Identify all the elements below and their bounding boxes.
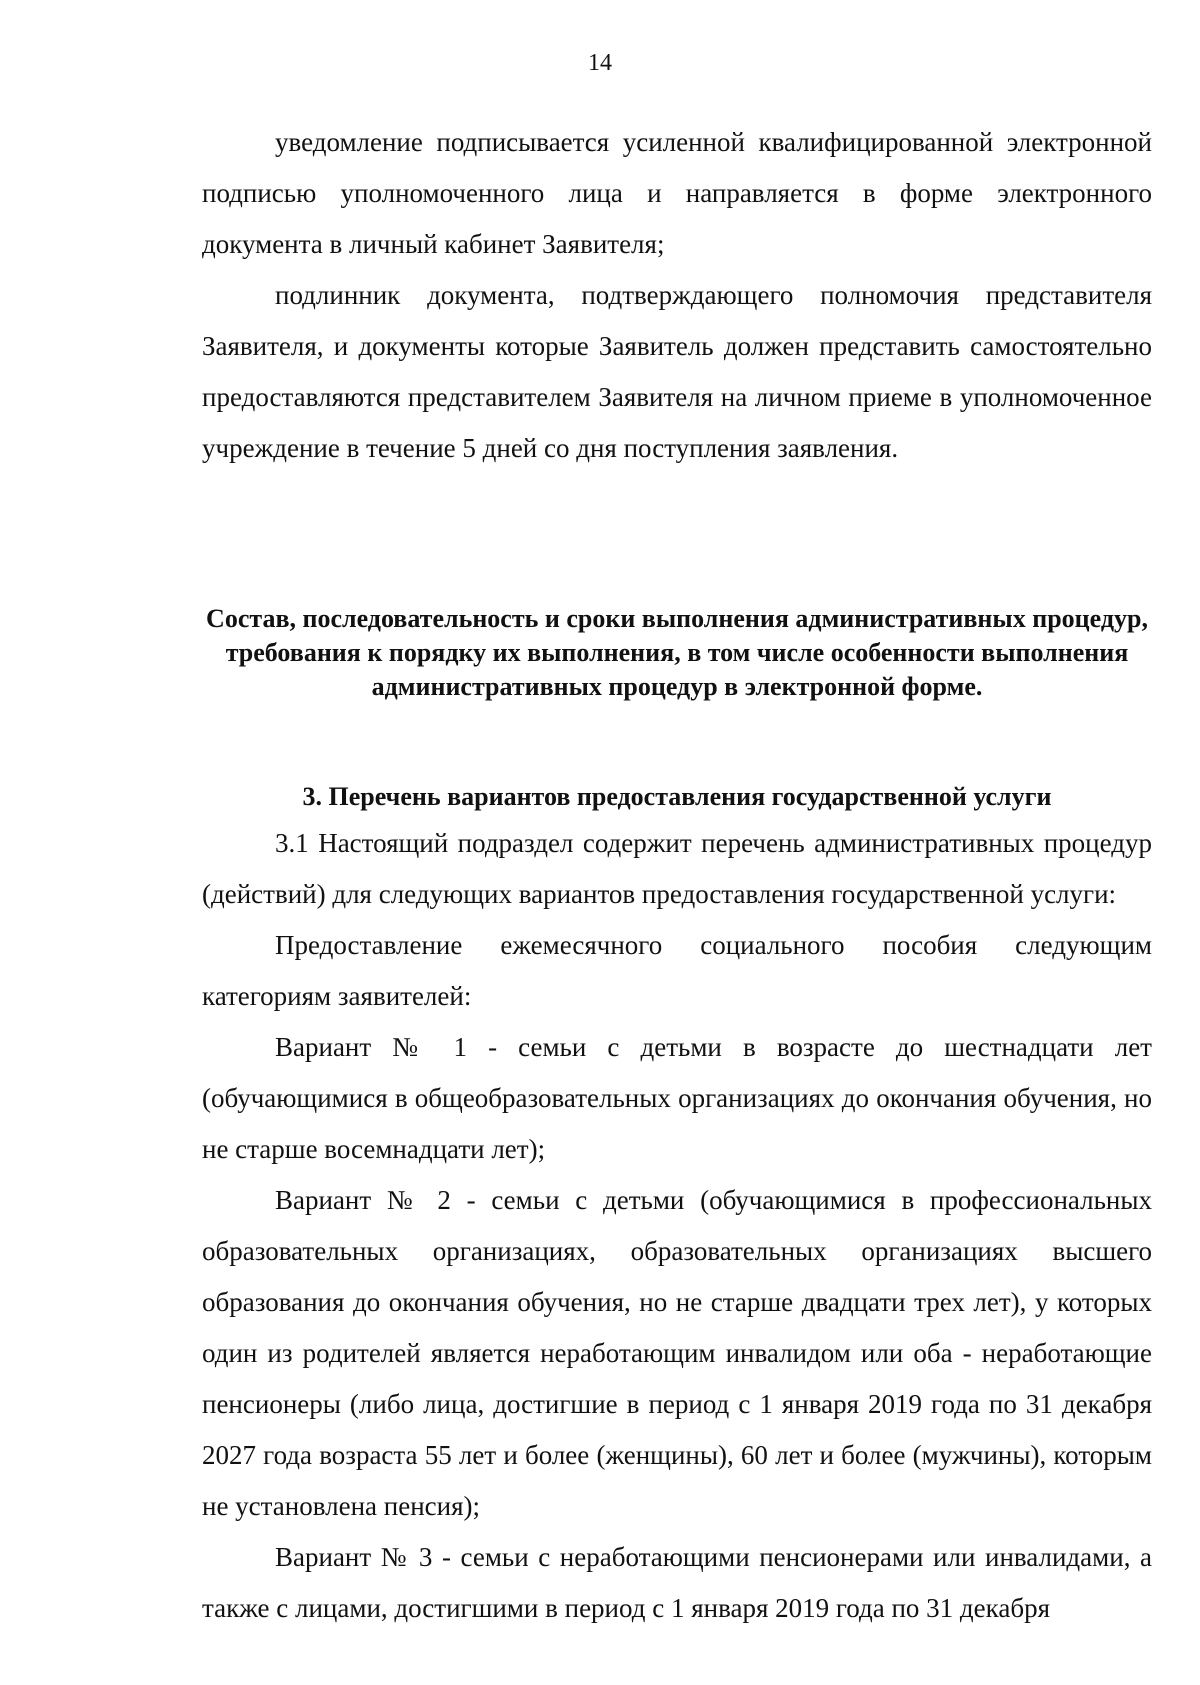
paragraph: Вариант № 2 - семьи с детьми (обучающимися в профессиональных образовательных организациях, образовательных организациях высшего образования до окончания обучения, но не старше двадцати трех лет), у которых один из родителей является неработающим инвалидом или оба - неработающие пенсионеры (либо лица, достигшие в период с 1 января 2019 года по 31 декабря 2027 года возраста 55 лет и более (женщины), 60 лет и более (мужчины), которым не установлена пенсия); — [202, 1185, 1152, 1521]
paragraph: Вариант № 1 - семьи с детьми в возрасте до шестнадцати лет (обучающимися в общеобразовательных организациях до окончания обучения, но не старше восемнадцати лет); — [202, 1032, 1152, 1164]
text-block-main — [202, 818, 1152, 1634]
paragraph: 3.1 Настоящий подраздел содержит перечень административных процедур (действий) для следующих вариантов предоставления государственной услуги: — [202, 828, 1152, 909]
section-heading: Состав, последовательность и сроки выполнения административных процедур, требования к порядку их выполнения, в том числе особенности выполнения административных процедур в электронной форме. — [206, 604, 1148, 701]
text-block-top — [202, 117, 1152, 474]
paragraph: Предоставление ежемесячного социального пособия следующим категориям заявителей: — [202, 930, 1152, 1011]
paragraph: уведомление подписывается усиленной квалифицированной электронной подписью уполномоченного лица и направляется в форме электронного документа в личный кабинет Заявителя; — [202, 127, 1152, 259]
paragraph: подлинник документа, подтверждающего полномочия представителя Заявителя, и документы которые Заявитель должен представить самостоятельно предоставляются представителем Заявителя на личном приеме в уполномоченное учреждение в течение 5 дней со дня поступления заявления. — [202, 280, 1152, 463]
paragraph: Вариант № 3 - семьи с неработающими пенсионерами или инвалидами, а также с лицами, достигшими в период с 1 января 2019 года по 31 декабря — [202, 1542, 1152, 1623]
page-number: 14 — [588, 50, 612, 76]
subsection-heading: 3. Перечень вариантов предоставления государственной услуги — [302, 782, 1052, 811]
